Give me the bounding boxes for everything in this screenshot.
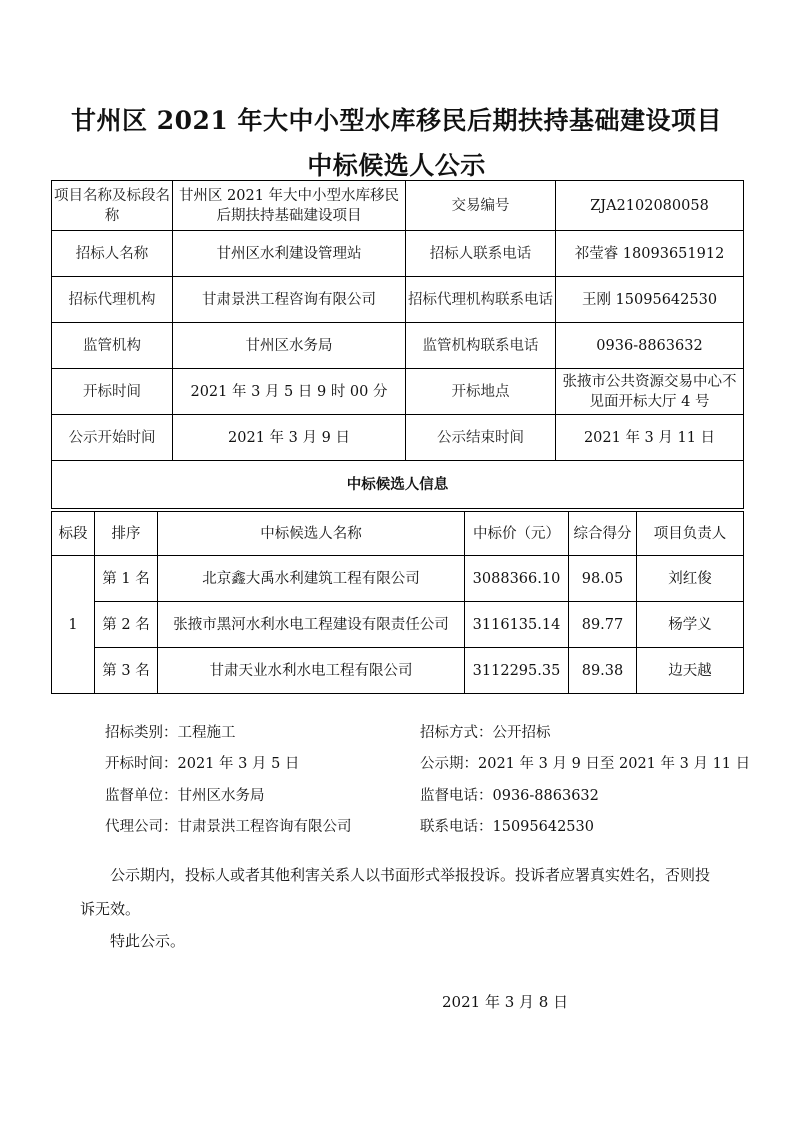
table-row — [52, 323, 744, 369]
table-row — [52, 461, 744, 509]
column-header: 综合得分 — [569, 512, 637, 556]
summary-agency: 代理公司：甘肃景洪工程咨询有限公司 — [105, 819, 352, 835]
column-header: 排序 — [95, 512, 158, 556]
candidate-name: 甘肃天业水利水电工程有限公司 — [158, 648, 465, 694]
pub-end-label: 公示结束时间 — [406, 415, 556, 461]
table-row — [52, 369, 744, 415]
project-info-table — [51, 180, 744, 509]
summary-supervisor-phone: 监督电话：0936-8863632 — [420, 788, 599, 804]
pub-start-value: 2021 年 3 月 9 日 — [173, 415, 406, 461]
open-place-value: 张掖市公共资源交易中心不见面开标大厅 4 号 — [556, 369, 744, 415]
summary-method: 招标方式：公开招标 — [420, 725, 551, 741]
trade-no-label: 交易编号 — [406, 181, 556, 231]
summary-open-time: 开标时间：2021 年 3 月 5 日 — [105, 756, 300, 772]
rank-cell: 第 3 名 — [95, 648, 158, 694]
trade-no-value: ZJA2102080058 — [556, 181, 744, 231]
bid-price: 3116135.14 — [465, 602, 569, 648]
table-row — [52, 602, 744, 648]
lot-number: 1 — [52, 556, 95, 694]
candidates-table — [51, 511, 744, 694]
document-subtitle: 中标候选人公示 — [307, 151, 486, 180]
table-row — [52, 415, 744, 461]
open-time-value: 2021 年 3 月 5 日 9 时 00 分 — [173, 369, 406, 415]
tenderer-phone-value: 祁莹睿 18093651912 — [556, 231, 744, 277]
agency-label: 招标代理机构 — [52, 277, 173, 323]
column-header: 项目负责人 — [637, 512, 744, 556]
column-header: 中标候选人名称 — [158, 512, 465, 556]
table-row — [52, 181, 744, 231]
column-header: 标段 — [52, 512, 95, 556]
rank-cell: 第 2 名 — [95, 602, 158, 648]
agency-phone-label: 招标代理机构联系电话 — [406, 277, 556, 323]
table-row — [52, 277, 744, 323]
column-header: 中标价（元） — [465, 512, 569, 556]
rank-cell: 第 1 名 — [95, 556, 158, 602]
project-manager: 杨学义 — [637, 602, 744, 648]
pub-end-value: 2021 年 3 月 11 日 — [556, 415, 744, 461]
summary-contact-phone: 联系电话：15095642530 — [420, 819, 594, 835]
notice-date: 2021 年 3 月 8 日 — [442, 993, 569, 1011]
table-header-row — [52, 512, 744, 556]
agency-phone-value: 王刚 15095642530 — [556, 277, 744, 323]
summary-category: 招标类别：工程施工 — [105, 725, 236, 741]
project-name-label: 项目名称及标段名称 — [52, 181, 173, 231]
tenderer-phone-label: 招标人联系电话 — [406, 231, 556, 277]
project-name-value: 甘州区 2021 年大中小型水库移民后期扶持基础建设项目 — [173, 181, 406, 231]
candidate-name: 北京鑫大禹水利建筑工程有限公司 — [158, 556, 465, 602]
supervisor-value: 甘州区水务局 — [173, 323, 406, 369]
document-title: 甘州区 2021 年大中小型水库移民后期扶持基础建设项目 — [71, 106, 722, 135]
project-manager: 边天越 — [637, 648, 744, 694]
summary-supervisor: 监督单位：甘州区水务局 — [105, 788, 265, 804]
bid-price: 3112295.35 — [465, 648, 569, 694]
open-time-label: 开标时间 — [52, 369, 173, 415]
project-manager: 刘红俊 — [637, 556, 744, 602]
agency-value: 甘肃景洪工程咨询有限公司 — [173, 277, 406, 323]
score: 89.77 — [569, 602, 637, 648]
table-row — [52, 648, 744, 694]
pub-start-label: 公示开始时间 — [52, 415, 173, 461]
score: 98.05 — [569, 556, 637, 602]
candidate-name: 张掖市黑河水利水电工程建设有限责任公司 — [158, 602, 465, 648]
tenderer-value: 甘州区水利建设管理站 — [173, 231, 406, 277]
notice-paragraph: 公示期内，投标人或者其他利害关系人以书面形式举报投诉。投诉者应署真实姓名，否则投诉无效。 — [80, 866, 711, 918]
section-header: 中标候选人信息 — [52, 461, 744, 509]
summary-period: 公示期：2021 年 3 月 9 日至 2021 年 3 月 11 日 — [420, 756, 751, 772]
supervisor-label: 监管机构 — [52, 323, 173, 369]
tenderer-label: 招标人名称 — [52, 231, 173, 277]
supervisor-phone-value: 0936-8863632 — [556, 323, 744, 369]
supervisor-phone-label: 监管机构联系电话 — [406, 323, 556, 369]
table-row — [52, 556, 744, 602]
score: 89.38 — [569, 648, 637, 694]
notice-closing: 特此公示。 — [110, 932, 186, 950]
table-row — [52, 231, 744, 277]
bid-price: 3088366.10 — [465, 556, 569, 602]
open-place-label: 开标地点 — [406, 369, 556, 415]
